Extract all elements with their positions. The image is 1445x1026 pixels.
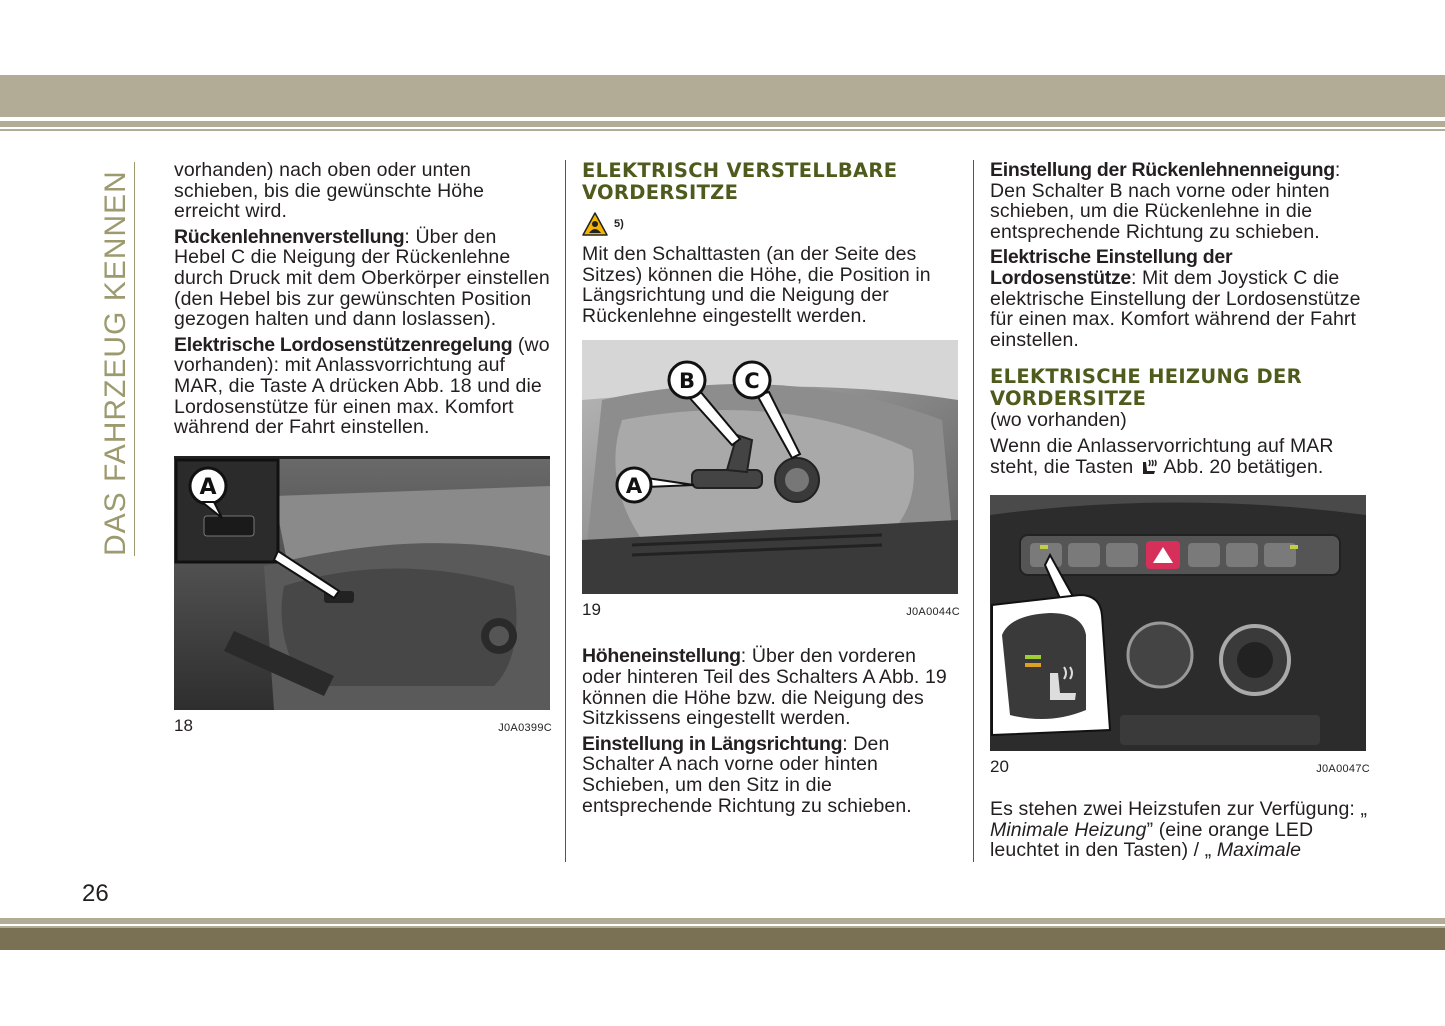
col2-paragraph-2 (582, 646, 960, 728)
figure-19-number: 19 (582, 600, 601, 620)
column-1 (174, 160, 552, 736)
warning-reference (582, 212, 960, 236)
col1-paragraph-1: vorhanden) nach oben oder unten schieben, bis die gewünschte Höhe erreicht wird. (174, 159, 485, 223)
header-band-line-thin (0, 129, 1445, 131)
footer-band (0, 928, 1445, 950)
col3-p1-label: Einstellung der Rückenlehnenneigung (990, 159, 1335, 181)
col2-paragraph-3 (582, 734, 960, 816)
col1-p2-text: : Über den Hebel C die Neigung der Rückenlehne durch Druck mit dem Oberkörper einstellen (den Hebel bis zur gewünschten Position gezogen halten und dann loslassen). (174, 225, 550, 331)
header-band (0, 75, 1445, 117)
figure-19-callout-b: B (678, 369, 696, 394)
figure-20 (990, 495, 1370, 777)
col3-paragraph-2 (990, 247, 1370, 350)
figure-19-callout-c: C (744, 369, 760, 394)
column-3 (990, 160, 1370, 866)
column-divider-2 (973, 160, 974, 862)
figure-18-image (174, 456, 550, 710)
column-2 (582, 160, 960, 821)
col3-p4-c: ” (eine orange LED leuchtet in den Tasten) / „ (990, 818, 1314, 862)
page-number: 26 (82, 880, 109, 907)
footer-band-line (0, 918, 1445, 924)
side-title-rule (134, 162, 135, 556)
section-heading-seat-heating: ELEKTRISCHE HEIZUNG DER VORDERSITZE (990, 365, 1302, 411)
figure-19-caption (582, 600, 960, 620)
col3-p3-a: Wenn die Anlasservorrichtung auf MAR steht, die Tasten (990, 434, 1334, 478)
warning-ref-number: 5) (614, 218, 624, 230)
col3-p4-b: Minimale Heizung (990, 818, 1147, 841)
col1-p3-text: (wo vorhanden): mit Anlassvorrichtung auf MAR, die Taste A drücken Abb. 18 und die Lordosenstütze für einen max. Komfort während der Fahrt einstellen. (174, 333, 550, 439)
figure-20-number: 20 (990, 757, 1009, 777)
col2-p3-label: Einstellung in Längsrichtung (582, 732, 843, 755)
col1-p3-label: Elektrische Lordosenstützenregelung (174, 333, 513, 356)
col2-p2-text: : Über den vorderen oder hinteren Teil des Schalters A Abb. 19 können die Höhe bzw. die Neigung des Sitzkissens eingestellt werden. (582, 645, 947, 730)
seat-heater-icon (1139, 458, 1159, 476)
col3-paragraph-1 (990, 160, 1370, 242)
col3-paragraph-3 (990, 436, 1370, 477)
section-heading-power-seats: ELEKTRISCH VERSTELLBARE VORDERSITZE (582, 159, 898, 204)
figure-19 (582, 340, 960, 620)
col2-p2-label: Höheneinstellung (582, 645, 741, 668)
figure-19-image (582, 340, 958, 594)
column-divider-1 (565, 160, 566, 862)
col3-p4-d: Maximale (1216, 839, 1302, 862)
section-side-title: DAS FAHRZEUG KENNEN (99, 170, 132, 556)
col1-p2-label: Rückenlehnenverstellung (174, 225, 405, 248)
figure-18-caption (174, 716, 552, 736)
col3-p3-b: Abb. 20 betätigen. (1158, 455, 1324, 478)
col1-paragraph-3 (174, 335, 552, 438)
header-band-line (0, 121, 1445, 127)
figure-20-caption (990, 757, 1370, 777)
figure-19-code: J0A0044C (906, 606, 960, 619)
col3-p2-text: : Mit dem Joystick C die elektrische Einstellung der Lordosenstütze für einen max. Komfort während der Fahrt einstellen. (990, 266, 1361, 351)
col3-p2-label: Elektrische Einstellung der Lordosenstütze (990, 246, 1233, 289)
figure-18 (174, 456, 552, 736)
col2-paragraph-1: Mit den Schalttasten (an der Seite des Sitzes) können die Höhe, die Position in Längsrichtung und die Neigung der Rückenlehne eingestellt werden. (582, 243, 931, 327)
figure-18-code: J0A0399C (498, 721, 552, 734)
figure-19-callout-a: A (625, 474, 643, 499)
figure-18-number: 18 (174, 715, 193, 735)
figure-20-image (990, 495, 1366, 751)
col3-p4-a: Es stehen zwei Heizstufen zur Verfügung: „ (990, 798, 1368, 821)
col1-paragraph-2 (174, 227, 552, 330)
figure-20-code: J0A0047C (1316, 763, 1370, 776)
warning-icon (582, 212, 608, 236)
col2-p3-text: : Den Schalter A nach vorne oder hinten Schieben, um den Sitz in die entsprechende Richtung zu schieben. (582, 732, 912, 817)
col3-p1-text: : Den Schalter B nach vorne oder hinten schieben, um die Rückenlehne in die entsprechende Richtung zu schieben. (990, 159, 1341, 243)
col3-paragraph-4 (990, 799, 1370, 861)
col3-subtitle: (wo vorhanden) (990, 409, 1127, 432)
figure-18-callout-a: A (199, 474, 217, 500)
